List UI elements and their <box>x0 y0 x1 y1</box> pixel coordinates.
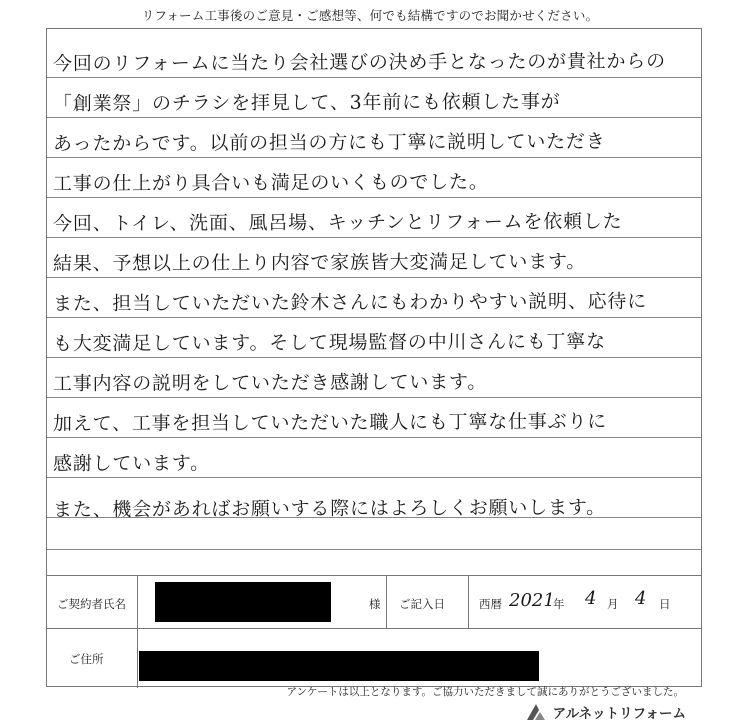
handwritten-line: 「創業祭」のチラシを拝見して、3年前にも依頼した事が <box>52 90 561 115</box>
date-value-divider <box>468 575 469 628</box>
ruled-line <box>47 277 701 278</box>
honorific-label: 様 <box>369 597 381 611</box>
ruled-line <box>47 77 701 78</box>
brand-name: アルネットリフォーム <box>552 706 686 722</box>
month-unit: 月 <box>607 597 619 611</box>
day-unit: 日 <box>659 597 671 611</box>
day-value: 4 <box>635 588 647 609</box>
label-column-divider <box>137 575 138 688</box>
handwritten-line: 結果、予想以上の仕上り内容で家族皆大変満足しています。 <box>52 250 587 275</box>
handwritten-line: 今回、トイレ、洗面、風呂場、キッチンとリフォームを依頼した <box>52 210 623 235</box>
handwritten-line: また、機会があればお願いする際にはよろしくお願いします。 <box>52 496 606 521</box>
form-middle-border <box>47 628 701 629</box>
ruled-line <box>47 397 701 398</box>
month-value: 4 <box>585 588 597 609</box>
survey-form-frame <box>46 28 702 687</box>
handwritten-line: 加えて、工事を担当していただいた職人にも丁寧な仕事ぶりに <box>52 410 608 435</box>
ruled-line <box>47 317 701 318</box>
date-column-divider <box>386 575 387 628</box>
brand-mark-icon <box>525 702 547 722</box>
ruled-line <box>47 357 701 358</box>
handwritten-line: 今回のリフォームに当たり会社選びの決め手となったのが貴社からの <box>52 50 666 75</box>
handwritten-line: 感謝しています。 <box>52 452 210 475</box>
ruled-line <box>47 549 701 550</box>
ruled-line <box>47 237 701 238</box>
redacted-address <box>139 651 539 681</box>
date-label: ご記入日 <box>399 597 445 611</box>
year-unit: 年 <box>553 597 565 611</box>
form-top-border <box>47 575 701 576</box>
ruled-line <box>47 117 701 118</box>
name-label: ご契約者氏名 <box>57 597 126 611</box>
company-logo <box>525 702 686 722</box>
handwritten-line: あったからです。以前の担当の方にも丁寧に説明していただき <box>52 130 606 155</box>
era-label: 西暦 <box>479 597 502 611</box>
handwritten-line: また、担当していただいた鈴木さんにもわかりやすい説明、応待に <box>52 290 648 315</box>
address-label: ご住所 <box>69 652 104 666</box>
redacted-name <box>155 582 331 622</box>
handwritten-line: 工事の仕上がり具合いも満足のいくものでした。 <box>52 171 489 195</box>
handwritten-line: 工事内容の説明をしていただき感謝しています。 <box>52 371 488 395</box>
year-value: 2021 <box>509 590 555 611</box>
handwritten-line: も大変満足しています。そして現場監督の中川さんにも丁寧な <box>52 330 606 355</box>
ruled-line <box>47 197 701 198</box>
ruled-line <box>47 157 701 158</box>
survey-instruction: リフォーム工事後のご意見・ご感想等、何でも結構ですのでお聞かせください。 <box>141 8 599 23</box>
footer-thanks-note: アンケートは以上となります。ご協力いただきまして誠にありがとうございました。 <box>286 686 684 698</box>
ruled-line <box>47 477 701 478</box>
ruled-line <box>47 437 701 438</box>
